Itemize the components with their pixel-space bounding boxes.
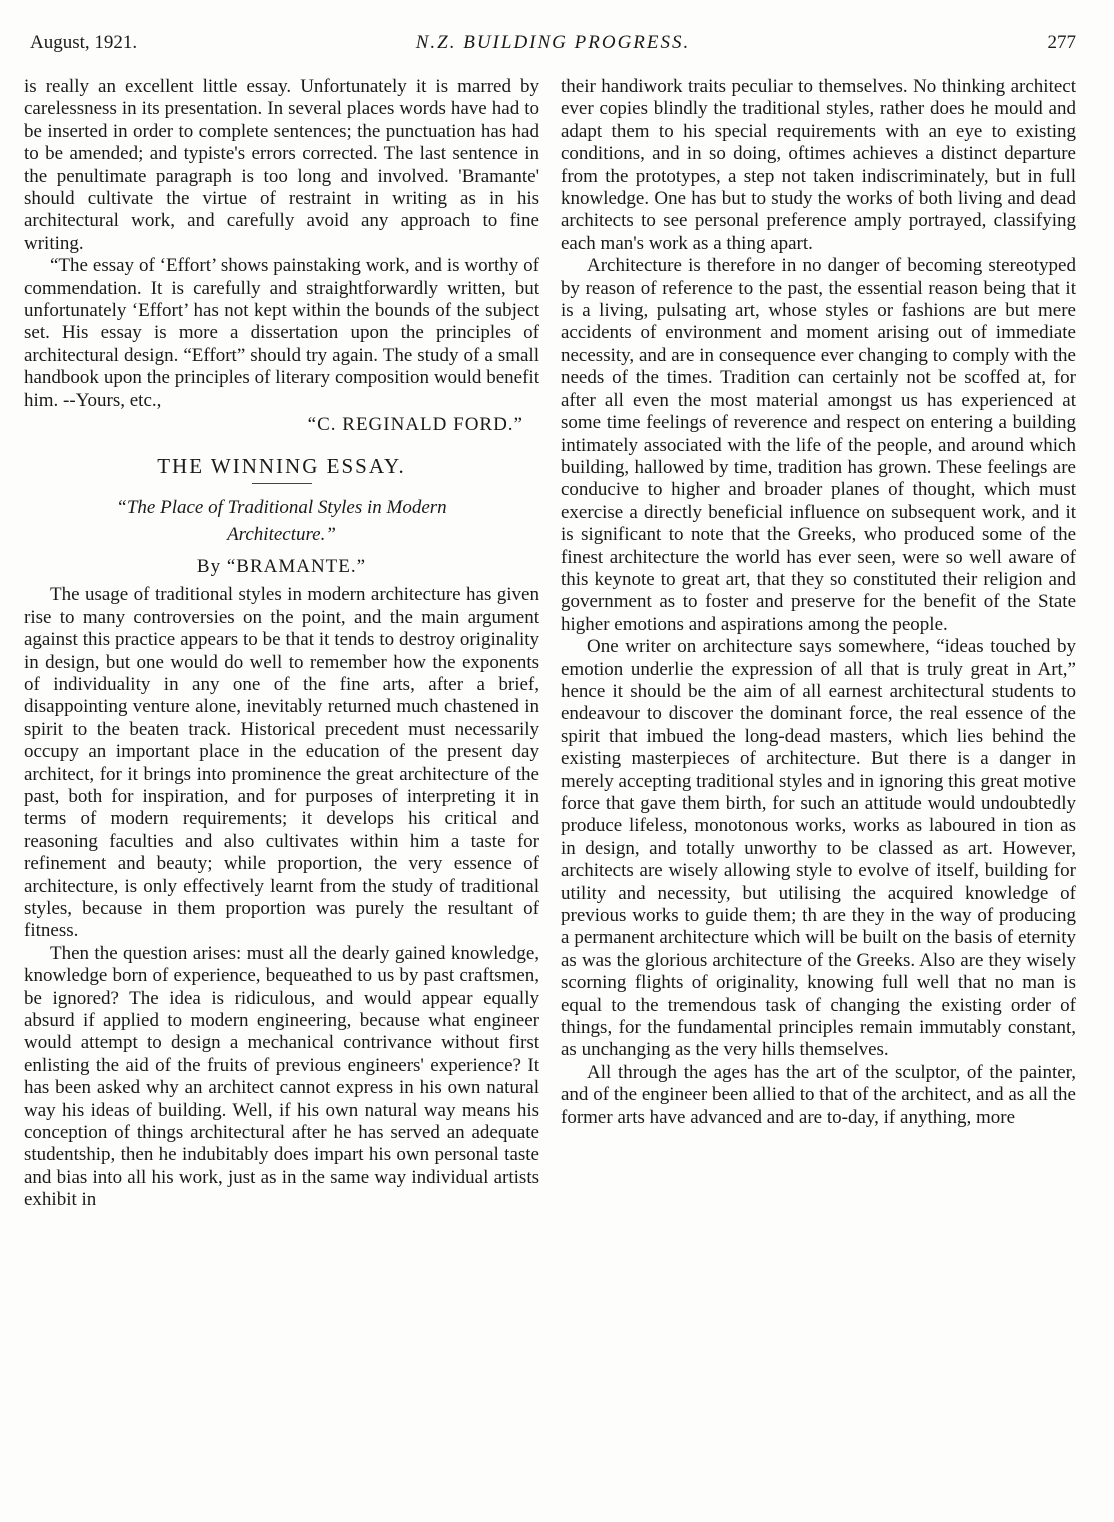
paragraph: Then the question arises: must all the dearly gained knowledge, knowledge born of experience, bequeathed to us by past craftsmen, be ignored? The idea is ridiculous, and would appear equally absurd if applied to modern engineering, because what engineer would attempt to design a mechanical contrivance without first enlisting the aid of the fruits of previous engineers' experience? It has been asked why an architect cannot express in his own natural way his ideas of building. Well, if his own natural way means his conception of things architectural after he has served an adequate studentship, then he indubitably does impart his own personal taste and bias into all his work, just as in the same way individual artists exhibit in [24,942,539,1211]
essay-byline: By “BRAMANTE.” [196,555,367,577]
essay-heading: THE WINNING ESSAY. [157,453,406,478]
paragraph: One writer on architecture says somewhere, “ideas touched by emotion underlie the expression of all that is truly great in Art,” hence it should be the aim of all earnest architectural students to endeavour to discover the dominant force, the real essence of the spirit that imbued the long-dead masters, which lies behind the existing masterpieces of architecture. But there is a danger in merely accepting traditional styles and in ignoring this great motive force that gave them birth, for such an attitude would undoubtedly produce lifeless, monotonous works, works as laboured in tion as in design, and totally unworthy to be classed as art. However, architects are wisely allowing style to evolve of itself, building for utility and necessity, but utilising the acquired knowledge of previous works to guide them; th are they in the way of producing a permanent architecture which will be built on the basis of eternity as was the glorious architecture of the Greeks. Also are they wisely scorning flights of originality, knowing full well that no man is equal to the tremendous task of changing the existing order of things, for the fundamental principles remain immutably constant, as unchanging as the very hills themselves. [561,636,1076,1061]
right-column [561,76,1076,1129]
paragraph: “The essay of ‘Effort’ shows painstaking work, and is worthy of commendation. It is carefully and straightforwardly written, but unfortunately ‘Effort’ has not kept within the bounds of the subject set. His essay is more a dissertation upon the principles of architectural design. “Effort” should try again. The study of a small handbook upon the principles of literary composition would benefit him. --Yours, etc., [24,255,539,411]
divider-rule [252,483,312,484]
journal-title: N.Z. BUILDING PROGRESS. [415,32,691,53]
paragraph: All through the ages has the art of the sculptor, of the painter, and of the engineer been allied to that of the architect, and as all the former arts have advanced and are to-day, if anything, more [561,1061,1076,1128]
left-column [24,76,539,1212]
paragraph: The usage of traditional styles in modern architecture has given rise to many controversies on the point, and the main argument against this practice appears to be that it tends to destroy originality in design, but one would do well to remember how the exponents of individuality in any one of the fine arts, after a brief, disappointing venture alone, inevitably returned much chastened in spirit to the beaten track. Historical precedent must necessarily occupy an important place in the education of the present day architect, for it brings into prominence the great architecture of the past, both for inspiration, and for purposes of interpreting it in terms of modern requirements; it develops his critical and reasoning faculties and also cultivates within him a taste for refinement and beauty; while proportion, the very essence of architecture, is only effectively learnt from the study of traditional styles, because in them proportion was purely the resultant of fitness. [24,584,539,942]
paragraph: is really an excellent little essay. Unfortunately it is marred by carelessness in its presentation. In several places words have had to be inserted in order to complete sentences; the punctuation has had to be amended; and typiste's errors corrected. The last sentence in the penultimate paragraph is too long and involved. 'Bramante' should cultivate the virtue of restraint in writing as in his architectural work, and carefully avoid any approach to fine writing. [24,76,539,254]
letter-signature: “C. REGINALD FORD.” [307,414,523,436]
essay-subtitle: “The Place of Traditional Styles in Modern Architecture.” [116,496,447,545]
paragraph: Architecture is therefore in no danger of becoming stereotyped by reason of reference to the past, the essential reason being that it is a living, pulsating art, whose styles or fashions are but mere accidents of environment and moment arising out of immediate necessity, and are in consequence ever changing to comply with the needs of the times. Tradition can certainly not be scoffed at, for after all even the most material amongst us has experienced at some time feelings of reverence and respect on entering a building intimately associated with the life of the people, and around which building, hallowed by time, tradition has grown. These feelings are conducive to higher and broader planes of thought, which must exercise a directly beneficial influence on subsequent work, and it is significant to note that the Greeks, who produced some of the finest architecture the world has ever seen, were so well aware of this keynote to great art, that they so constituted their religion and government as to foster and preserve for the benefit of the State higher emotions and aspirations among the people. [561,255,1076,635]
issue-date: August, 1921. [30,32,138,53]
page-number: 277 [1047,32,1076,53]
paragraph: their handiwork traits peculiar to themselves. No thinking architect ever copies blindly the traditional styles, rather does he mould and adapt them to his special requirements with an eye to existing conditions, and in so doing, oftimes achieves a distinct departure from the prototypes, a step not taken indiscriminately, but in full knowledge. One has but to study the works of both living and dead architects to see personal preference amply portrayed, classifying each man's work as a thing apart. [561,76,1076,254]
running-header [30,32,1076,62]
